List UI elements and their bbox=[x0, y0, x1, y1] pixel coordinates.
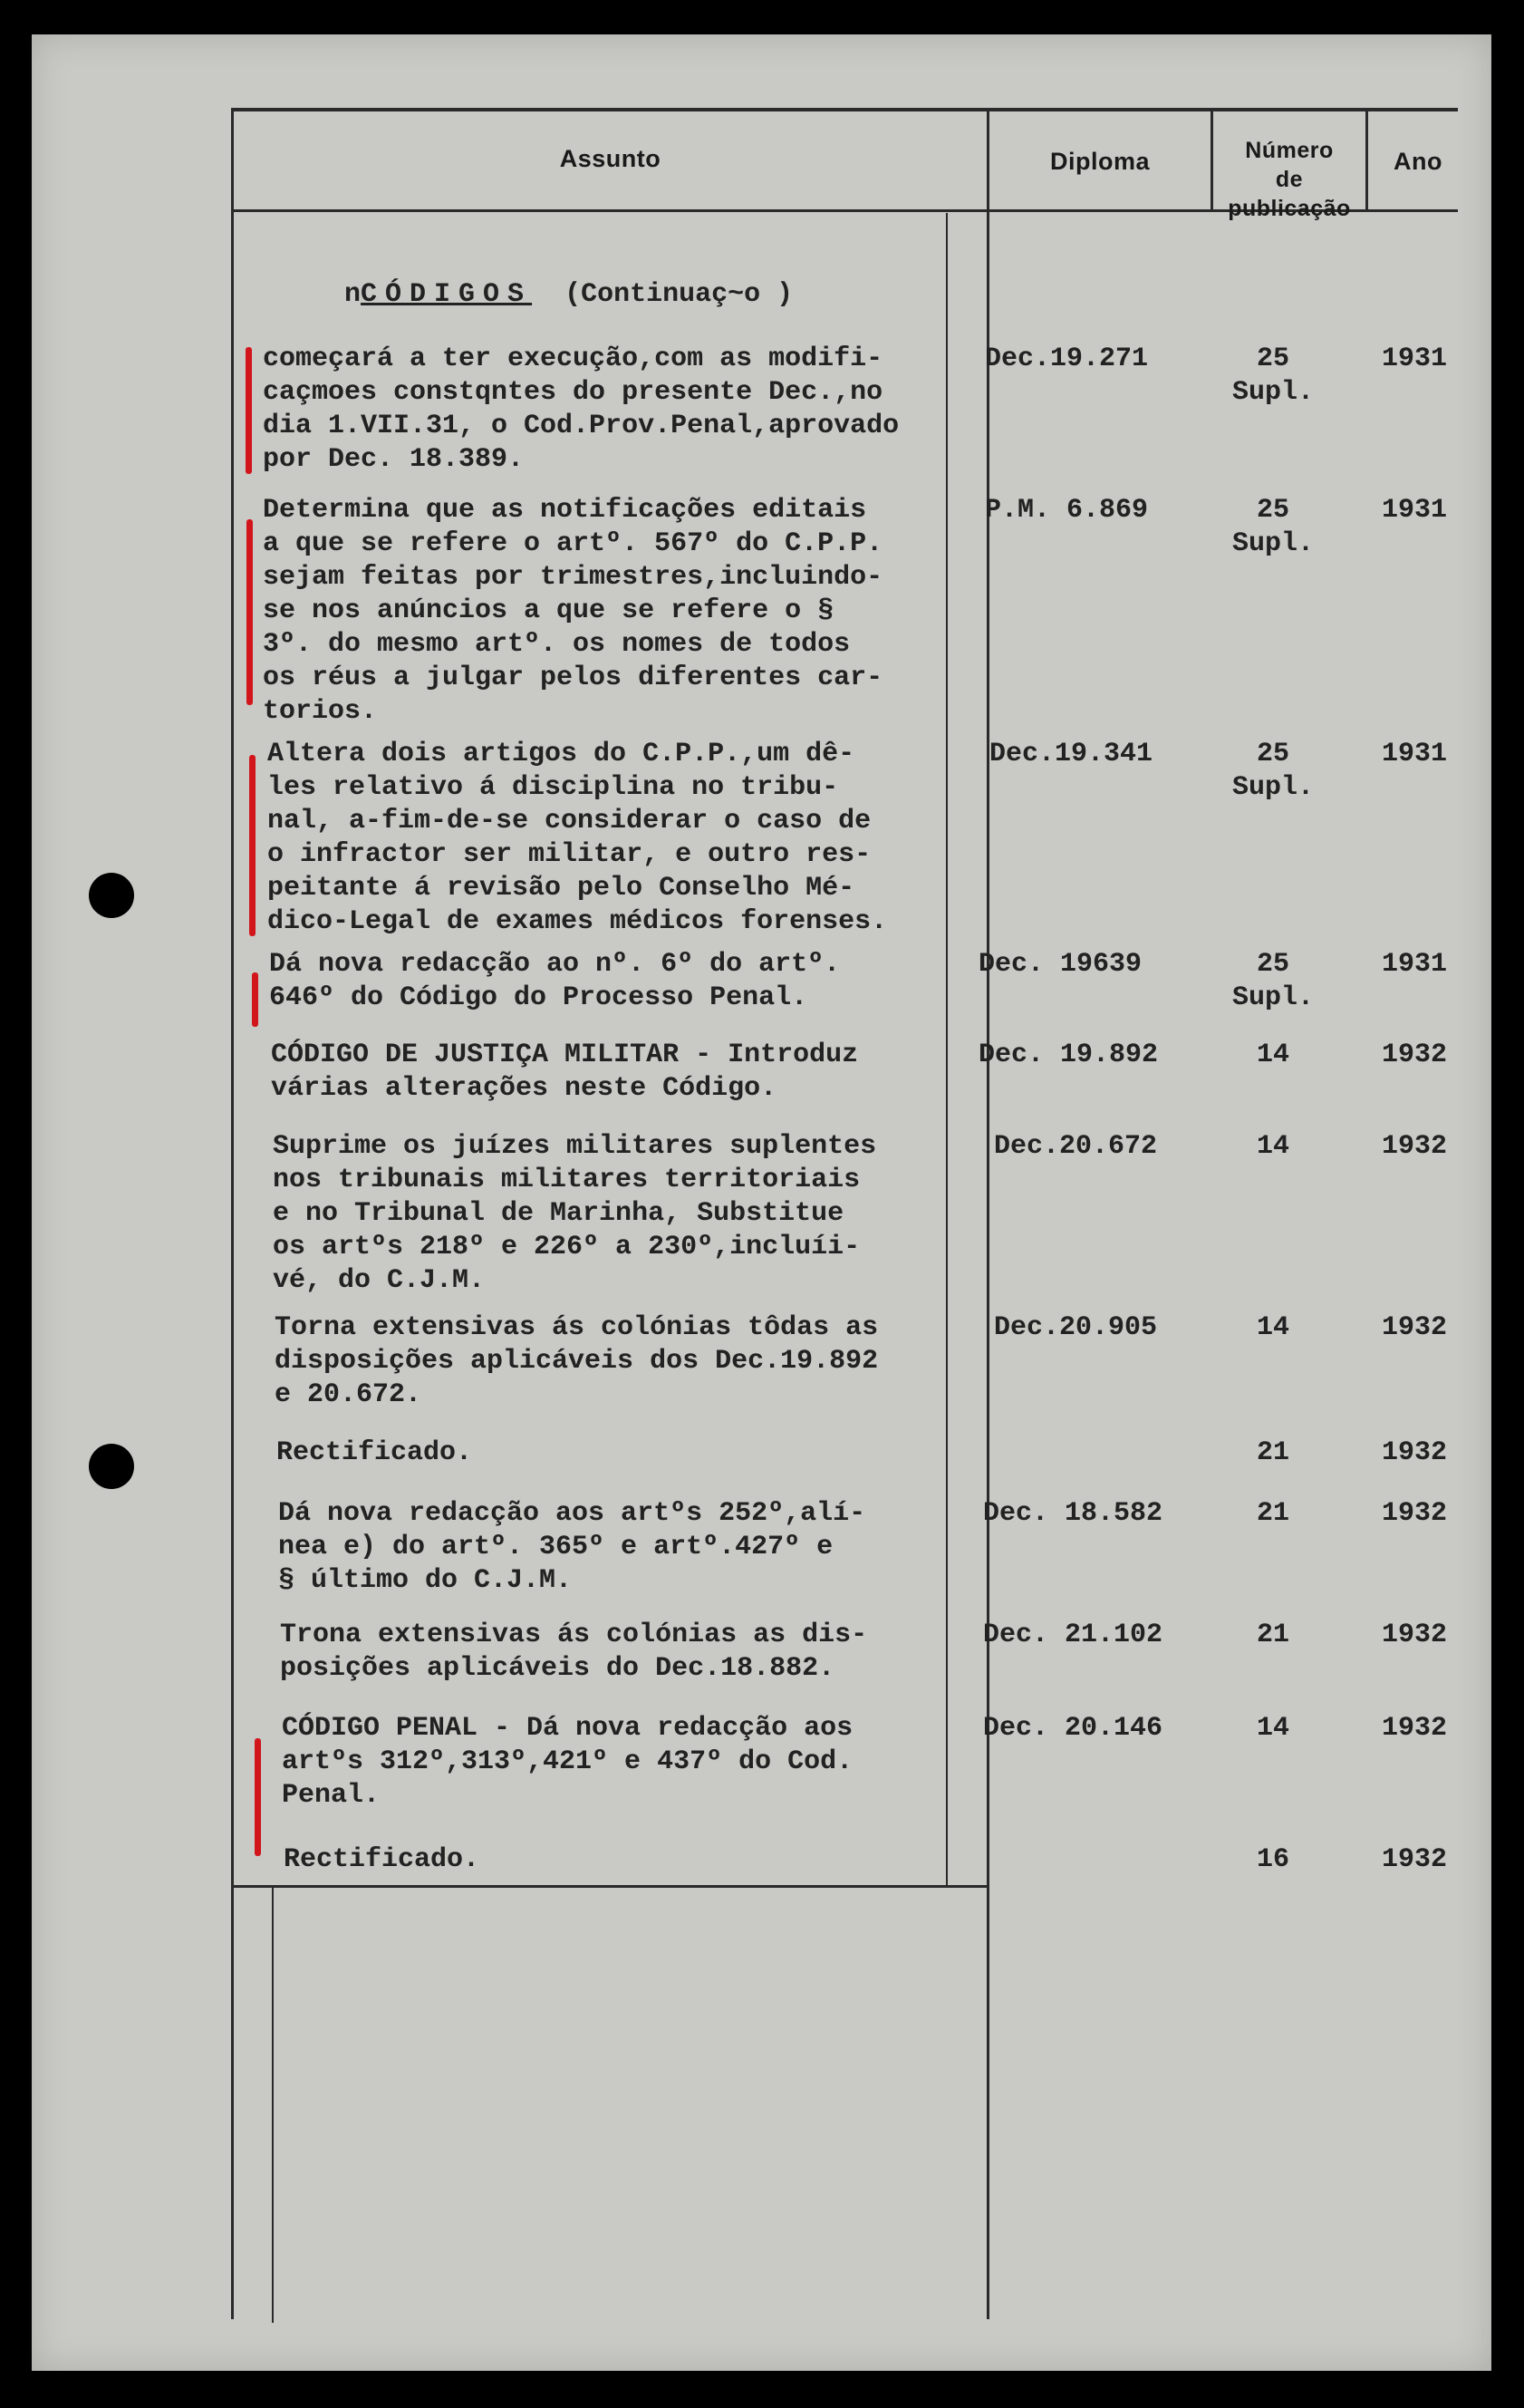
entry-numero-line: 14 bbox=[1256, 1312, 1289, 1343]
entry-numero-line: 25 bbox=[1256, 739, 1289, 769]
entry-text bbox=[263, 343, 899, 477]
entry-text-line: nal, a-fim-de-se considerar o caso de bbox=[267, 806, 872, 837]
entry-text-line: disposições aplicáveis dos Dec.19.892 bbox=[275, 1346, 879, 1377]
entry-ano: 1932 bbox=[1382, 1713, 1448, 1744]
entry-text-line: CÓDIGO PENAL - Dá nova redacção aos bbox=[282, 1713, 854, 1744]
entry-diploma: Dec.19.341 bbox=[989, 739, 1153, 769]
entry-numero-line: 14 bbox=[1256, 1713, 1289, 1744]
entry-ano: 1932 bbox=[1382, 1040, 1448, 1070]
entry-numero-line: 21 bbox=[1256, 1498, 1289, 1529]
entry-numero-line: 25 bbox=[1256, 949, 1289, 980]
entry-numero-line: 25 bbox=[1256, 343, 1289, 374]
header-numero-line1: Número bbox=[1245, 138, 1334, 163]
entry-text-line: sejam feitas por trimestres,incluindo- bbox=[263, 562, 883, 593]
header-assunto: Assunto bbox=[559, 145, 661, 172]
entry-text-line: Suprime os juízes militares suplentes bbox=[273, 1131, 877, 1162]
red-margin-mark bbox=[246, 347, 252, 474]
entry-text bbox=[280, 1619, 867, 1686]
entry-numero bbox=[1214, 1039, 1332, 1072]
table-top-rule bbox=[231, 108, 1458, 111]
entry-text-line: artºs 312º,313º,421º e 437º do Cod. bbox=[282, 1746, 854, 1777]
entry-text-line: 646º do Código do Processo Penal. bbox=[269, 982, 808, 1013]
entry-text-line: e 20.672. bbox=[275, 1379, 422, 1410]
section-title-name: CÓDIGOS bbox=[361, 279, 533, 310]
entry-diploma: Dec. 20.146 bbox=[983, 1713, 1163, 1744]
red-margin-mark bbox=[246, 519, 253, 705]
entry-text-line: caçmoes constqntes do presente Dec.,no bbox=[263, 377, 883, 408]
entry-text-line: os artºs 218º e 226º a 230º,incluíi- bbox=[273, 1232, 861, 1262]
entry-numero bbox=[1214, 1712, 1332, 1746]
entry-diploma: Dec.19.271 bbox=[985, 343, 1149, 374]
entry-text-line: nea e) do artº. 365º e artº.427º e bbox=[278, 1532, 834, 1562]
entry-numero bbox=[1214, 1843, 1332, 1877]
entry-text bbox=[273, 1130, 876, 1298]
entry-text-line: vé, do C.J.M. bbox=[273, 1265, 486, 1296]
entry-ano: 1931 bbox=[1382, 739, 1448, 769]
entry-ano: 1931 bbox=[1382, 949, 1448, 980]
entry-text-line: posições aplicáveis do Dec.18.882. bbox=[280, 1653, 835, 1684]
entry-numero bbox=[1214, 1436, 1332, 1470]
header-numero bbox=[1213, 136, 1365, 223]
entry-text-line: Determina que as notificações editais bbox=[263, 495, 867, 526]
entry-text-line: e no Tribunal de Marinha, Substitue bbox=[273, 1198, 844, 1229]
inner-box-bottom bbox=[231, 1885, 989, 1888]
header-diploma: Diploma bbox=[1049, 148, 1150, 175]
entry-numero-line: 21 bbox=[1256, 1437, 1289, 1468]
entry-text-line: 3º. do mesmo artº. os nomes de todos bbox=[263, 629, 851, 660]
entry-text-line: os réus a julgar pelos diferentes car- bbox=[263, 662, 883, 693]
entry-ano: 1931 bbox=[1382, 343, 1448, 374]
entry-numero bbox=[1214, 494, 1332, 561]
entry-text bbox=[271, 1039, 858, 1106]
entry-text-line: Rectificado. bbox=[276, 1437, 473, 1468]
entry-numero-line: Supl. bbox=[1231, 772, 1314, 803]
entry-ano: 1932 bbox=[1382, 1620, 1448, 1650]
entry-ano: 1932 bbox=[1382, 1312, 1448, 1343]
entry-ano: 1932 bbox=[1382, 1498, 1448, 1529]
col-divider-left bbox=[231, 108, 234, 2319]
entry-numero bbox=[1214, 1130, 1332, 1164]
entry-text bbox=[284, 1843, 479, 1877]
entry-diploma: Dec. 21.102 bbox=[983, 1620, 1163, 1650]
inner-box-right bbox=[946, 213, 948, 1885]
entry-text-line: Torna extensivas ás colónias tôdas as bbox=[275, 1312, 879, 1343]
entry-text bbox=[278, 1497, 865, 1598]
entry-numero bbox=[1214, 343, 1332, 410]
punch-hole bbox=[89, 1444, 134, 1489]
red-margin-mark bbox=[249, 755, 256, 936]
entry-numero-line: 21 bbox=[1256, 1620, 1289, 1650]
entry-text-line: Dá nova redacção aos artºs 252º,alí- bbox=[278, 1498, 866, 1529]
entry-text-line: CÓDIGO DE JUSTIÇA MILITAR - Introduz bbox=[271, 1040, 859, 1070]
entry-text-line: começará a ter execução,com as modifi- bbox=[263, 343, 883, 374]
entry-text bbox=[269, 948, 840, 1015]
header-ano: Ano bbox=[1394, 148, 1442, 175]
entry-text-line: se nos anúncios a que se refere o § bbox=[263, 595, 834, 626]
entry-diploma: Dec. 19639 bbox=[979, 949, 1143, 980]
entry-text-line: a que se refere o artº. 567º do C.P.P. bbox=[263, 528, 883, 559]
section-title bbox=[279, 245, 793, 345]
entry-diploma: Dec. 19.892 bbox=[979, 1040, 1159, 1070]
entry-text-line: dia 1.VII.31, o Cod.Prov.Penal,aprovado bbox=[263, 411, 900, 441]
entry-text-line: torios. bbox=[263, 696, 378, 727]
entry-numero-line: 14 bbox=[1256, 1131, 1289, 1162]
entry-text-line: Dá nova redacção ao nº. 6º do artº. bbox=[269, 949, 841, 980]
entry-diploma: P.M. 6.869 bbox=[985, 495, 1149, 526]
entry-text-line: o infractor ser militar, e outro res- bbox=[267, 839, 872, 870]
inner-box-left-lower bbox=[272, 1888, 274, 2323]
entry-numero-line: 25 bbox=[1256, 495, 1289, 526]
entry-numero bbox=[1214, 948, 1332, 1015]
entry-numero-line: Supl. bbox=[1231, 982, 1314, 1013]
entry-numero bbox=[1214, 1497, 1332, 1531]
entry-ano: 1932 bbox=[1382, 1437, 1448, 1468]
entry-numero-line: Supl. bbox=[1231, 377, 1314, 408]
entry-text-line: dico-Legal de exames médicos forenses. bbox=[267, 906, 888, 937]
punch-hole bbox=[89, 873, 134, 918]
entry-text bbox=[275, 1311, 878, 1412]
entry-text-line: Altera dois artigos do C.P.P.,um dê- bbox=[267, 739, 855, 769]
entry-text-line: Rectificado. bbox=[284, 1844, 480, 1875]
section-title-suffix: (Continuaç~o ) bbox=[564, 279, 794, 310]
entry-text bbox=[282, 1712, 853, 1813]
entry-text-line: várias alterações neste Código. bbox=[271, 1073, 777, 1104]
header-numero-line2: de publicação bbox=[1228, 167, 1351, 221]
col-divider-assunto bbox=[987, 108, 989, 2319]
entry-diploma: Dec.20.905 bbox=[994, 1312, 1158, 1343]
entry-diploma: Dec.20.672 bbox=[994, 1131, 1158, 1162]
entry-text bbox=[267, 738, 887, 939]
entry-diploma: Dec. 18.582 bbox=[983, 1498, 1163, 1529]
entry-numero bbox=[1214, 1619, 1332, 1652]
entry-text-line: § último do C.J.M. bbox=[278, 1565, 573, 1596]
entry-numero-line: 14 bbox=[1256, 1040, 1289, 1070]
entry-text-line: nos tribunais militares territoriais bbox=[273, 1165, 861, 1195]
red-margin-mark bbox=[255, 1738, 261, 1856]
entry-text-line: peitante á revisão pelo Conselho Mé- bbox=[267, 873, 855, 904]
document-page bbox=[32, 34, 1491, 2371]
entry-ano: 1932 bbox=[1382, 1131, 1448, 1162]
entry-ano: 1931 bbox=[1382, 495, 1448, 526]
entry-numero-line: 16 bbox=[1256, 1844, 1289, 1875]
entry-text-line: les relativo á disciplina no tribu- bbox=[267, 772, 839, 803]
entry-text bbox=[263, 494, 883, 729]
red-margin-mark bbox=[252, 972, 258, 1027]
entry-numero bbox=[1214, 1311, 1332, 1345]
entry-text bbox=[276, 1436, 472, 1470]
entry-text-line: Trona extensivas ás colónias as dis- bbox=[280, 1620, 868, 1650]
section-title-prefix: n bbox=[344, 279, 362, 310]
entry-text-line: por Dec. 18.389. bbox=[263, 444, 525, 475]
entry-numero-line: Supl. bbox=[1231, 528, 1314, 559]
entry-ano: 1932 bbox=[1382, 1844, 1448, 1875]
entry-numero bbox=[1214, 738, 1332, 805]
entry-text-line: Penal. bbox=[282, 1780, 381, 1811]
